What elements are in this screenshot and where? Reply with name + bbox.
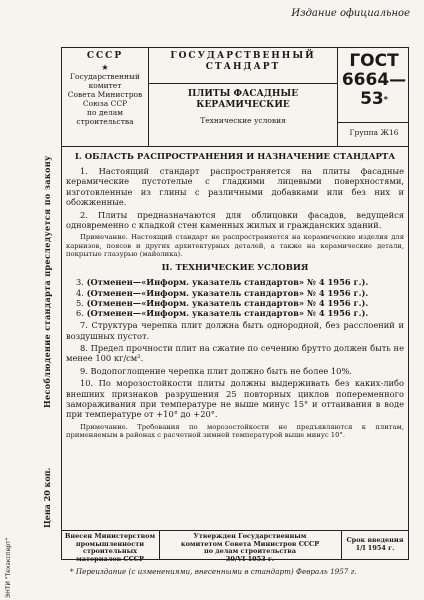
footer-divider bbox=[159, 531, 160, 559]
state-standard-label bbox=[150, 51, 336, 73]
price-label: Цена 20 коп. bbox=[42, 467, 52, 528]
section-2-heading: II. ТЕХНИЧЕСКИЕ УСЛОВИЯ bbox=[161, 263, 309, 274]
group-label: Группа Ж16 bbox=[349, 128, 399, 137]
standard-line: СТАНДАРТ bbox=[205, 62, 281, 72]
header-column-divider-left bbox=[148, 47, 149, 146]
issuer-cell bbox=[63, 52, 147, 126]
header-column-divider-right bbox=[337, 47, 338, 146]
gost-number-value: 6664—53 bbox=[341, 70, 407, 109]
footer-divider bbox=[341, 531, 342, 559]
effective-date: Срок введения 1/I 1954 г. bbox=[346, 536, 404, 552]
document-title bbox=[150, 89, 336, 111]
approved-by: Утвержден Государственным комитетом Совета Министров СССР по делам строительства 30/VI 1953 г. bbox=[180, 532, 320, 563]
committee-line: Союза ССР bbox=[82, 99, 128, 108]
paragraph-10: 10. По морозостойкости плиты должны выдерживать без каких-либо внешних признаков разрушения 25 повторных циклов попеременного замораживания при температуре не выше минус 15° и оттаивания в воде при температуре от +10° до +20°. bbox=[66, 378, 404, 420]
paragraph-8: 8. Предел прочности плит на сжатие по сечению брутто должен быть не менее 100 кг/см². bbox=[66, 342, 404, 364]
cancelled-item: 6. (Отменен—«Информ. указатель стандартов» № 4 1956 г.). bbox=[76, 307, 369, 318]
footnote: * Переиздание (с изменениями, внесенными в стандарт) Февраль 1957 г. bbox=[70, 567, 357, 576]
section-2-note: Примечание. Требования по морозостойкости не предъявляются к плитам, применяемым в районах с расчетной зимней температурой выше минус 10°. bbox=[66, 422, 404, 440]
header-divider bbox=[61, 146, 409, 147]
star-icon: ★ bbox=[101, 63, 109, 72]
reproduction-notice: Несоблюдение стандарта преследуется по закону bbox=[42, 155, 52, 408]
edition-label: Издание официальное bbox=[291, 8, 410, 19]
document-body bbox=[66, 150, 404, 442]
gost-code: ГОСТ bbox=[349, 51, 399, 71]
title-divider bbox=[148, 83, 337, 84]
introduced-by: Внесен Министерством промышленности строительных материалов СССР bbox=[64, 532, 156, 563]
document-subtitle: Технические условия bbox=[200, 116, 286, 125]
committee-line: Совета Министров bbox=[67, 90, 143, 99]
section-1-note: Примечание. Настоящий стандарт не распространяется на керамические изделия для карнизов, поясов и других архитектурных деталей, а также на керамические детали, покрытые глазурью (майолика). bbox=[66, 233, 404, 259]
reissue-mark: * bbox=[383, 95, 388, 104]
title-line: ПЛИТЫ ФАСАДНЫЕ bbox=[187, 89, 299, 99]
printer-label: ЭНТИ "Техэксперт" bbox=[5, 537, 12, 598]
country-label: СССР bbox=[86, 51, 124, 61]
cancelled-item: 3. (Отменен—«Информ. указатель стандартов» № 4 1956 г.). bbox=[76, 277, 369, 288]
section-1-heading: I. ОБЛАСТЬ РАСПРОСТРАНЕНИЯ И НАЗНАЧЕНИЕ СТАНДАРТА bbox=[74, 152, 396, 162]
group-divider bbox=[337, 122, 409, 123]
approval-footer bbox=[61, 530, 409, 563]
paragraph-2: 2. Плиты предназначаются для облицовки фасадов, ведущейся одновременно с кладкой стен каменных жилых и гражданских зданий. bbox=[66, 209, 404, 231]
paragraph-9: 9. Водопоглощение черепка плит должно быть не более 10%. bbox=[80, 365, 352, 376]
gost-number bbox=[339, 52, 409, 109]
title-line: КЕРАМИЧЕСКИЕ bbox=[196, 100, 290, 110]
cancelled-item: 5. (Отменен—«Информ. указатель стандартов» № 4 1956 г.). bbox=[76, 297, 369, 308]
cancelled-item: 4. (Отменен—«Информ. указатель стандартов» № 4 1956 г.). bbox=[76, 287, 369, 298]
committee-line: по делам bbox=[86, 108, 124, 117]
committee-line: комитет bbox=[88, 81, 122, 90]
paragraph-1: 1. Настоящий стандарт распространяется на плиты фасадные керамические пустотелые с гладкими лицевыми поверхностями, изготовленные из глины с различными добавками или без них и обожженные. bbox=[66, 166, 404, 208]
standard-line: ГОСУДАРСТВЕННЫЙ bbox=[170, 51, 316, 61]
committee-line: Государственный bbox=[70, 72, 140, 81]
paragraph-7: 7. Структура черепка плит должна быть однородной, без расслоений и воздушных пустот. bbox=[66, 320, 404, 341]
committee-line: строительства bbox=[76, 117, 134, 126]
